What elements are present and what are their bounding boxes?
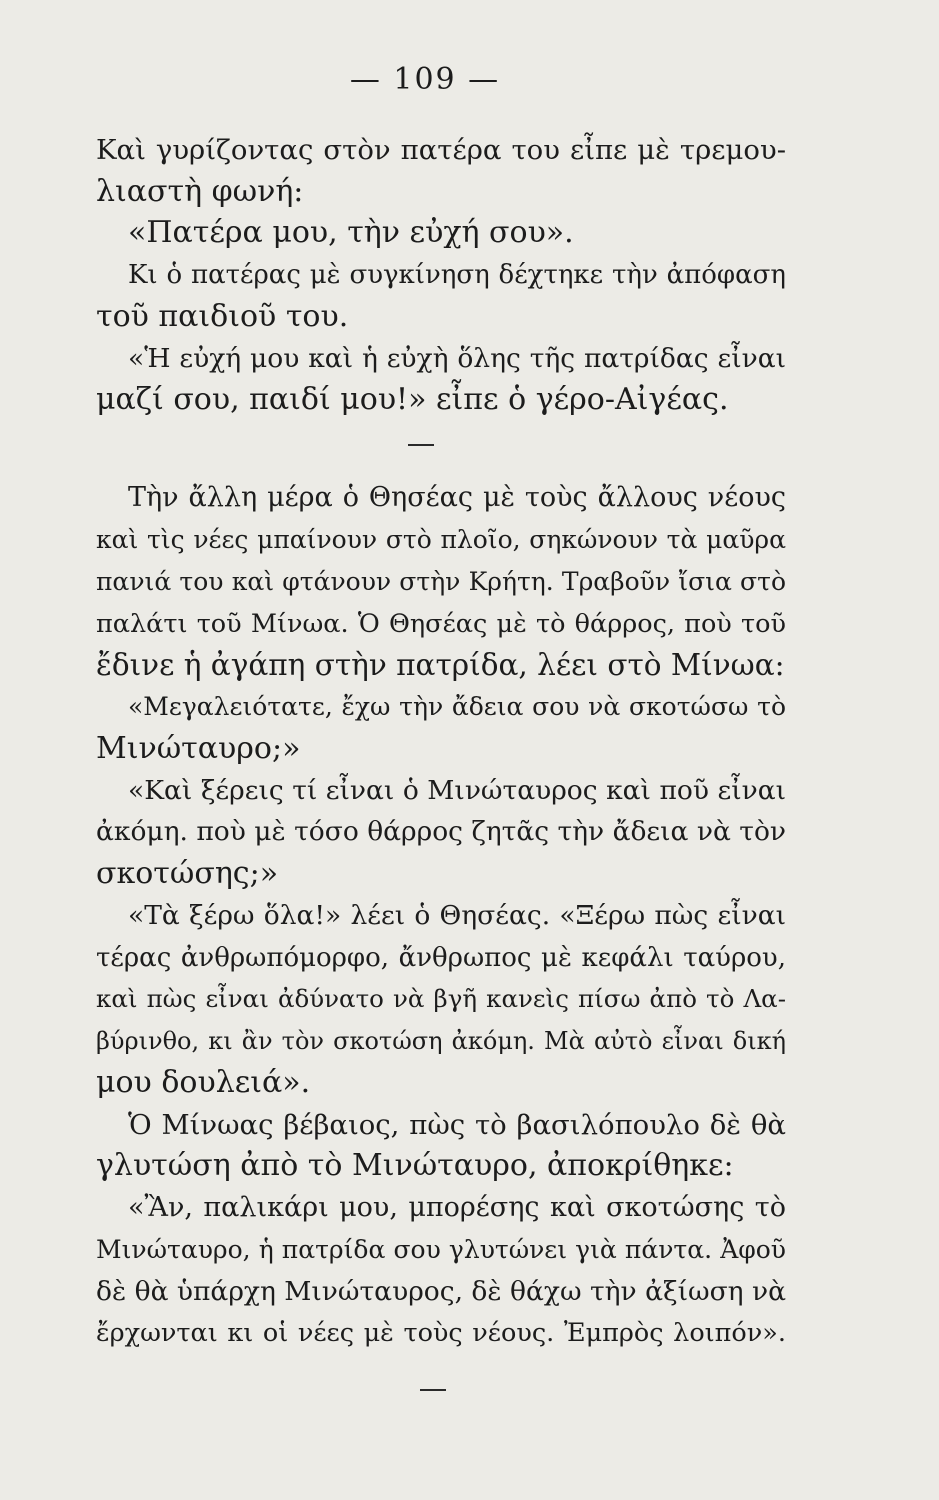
page-number: — 109 —	[349, 62, 501, 97]
text-line: «Πατέρα μου, τὴν εὐχή σου».	[128, 215, 574, 250]
text-line: τοῦ παιδιοῦ του.	[96, 299, 349, 334]
text-line: βύρινθο, κι ἂν τὸν σκοτώση ἀκόμη. Μὰ αὐτὸ εἶναι δική	[96, 1027, 786, 1055]
text-line: ἔρχωνται κι οἱ νέες μὲ τοὺς νέους. Ἐμπρὸς λοιπόν».	[96, 1318, 786, 1348]
text-line: Καὶ γυρίζοντας στὸν πατέρα του εἶπε μὲ τρεμου-	[96, 134, 786, 166]
text-line: «Ἡ εὐχή μου καὶ ἡ εὐχὴ ὅλης τῆς πατρίδας εἶναι	[128, 343, 786, 374]
text-line: Ὁ Μίνωας βέβαιος, πὼς τὸ βασιλόπουλο δὲ θὰ	[128, 1109, 786, 1141]
text-line: καὶ τὶς νέες μπαίνουν στὸ πλοῖο, σηκώνουν τὰ μαῦρα	[96, 525, 786, 554]
text-line: ἀκόμη. ποὺ μὲ τόσο θάρρος ζητᾶς τὴν ἄδεια νὰ τὸν	[96, 816, 787, 847]
text-line: μου δουλειά».	[96, 1065, 311, 1100]
text-line: Κι ὁ πατέρας μὲ συγκίνηση δέχτηκε τὴν ἀπόφαση	[128, 260, 786, 290]
text-line: μαζί σου, παιδί μου!» εἶπε ὁ γέρο-Αἰγέας.	[96, 382, 729, 417]
text-line: καὶ πὼς εἶναι ἀδύνατο νὰ βγῆ κανεὶς πίσω ἀπὸ τὸ Λα-	[96, 984, 786, 1013]
text-line: τέρας ἀνθρωπόμορφο, ἄνθρωπος μὲ κεφάλι ταύρου,	[96, 943, 786, 973]
text-line: παλάτι τοῦ Μίνωα. Ὁ Θησέας μὲ τὸ θάρρος, ποὺ τοῦ	[96, 609, 786, 639]
text-line: πανιά του καὶ φτάνουν στὴν Κρήτη. Τραβοῦν ἴσια στὸ	[96, 567, 786, 596]
text-line: γλυτώση ἀπὸ τὸ Μινώταυρο, ἀποκρίθηκε:	[96, 1148, 734, 1183]
section-separator	[408, 444, 434, 446]
text-line: «Καὶ ξέρεις τί εἶναι ὁ Μινώταυρος καὶ ποῦ εἶναι	[128, 775, 786, 806]
text-line: «Ἂν, παλικάρι μου, μπορέσης καὶ σκοτώσης τὸ	[128, 1192, 786, 1223]
text-line: «Μεγαλειότατε, ἔχω τὴν ἄδεια σου νὰ σκοτώσω τὸ	[128, 692, 786, 721]
text-line: Μινώταυρο;»	[96, 731, 301, 766]
text-line: σκοτώσης;»	[96, 856, 279, 891]
text-line: Τὴν ἄλλη μέρα ὁ Θησέας μὲ τοὺς ἄλλους νέους	[128, 482, 786, 513]
text-line: Μινώταυρο, ἡ πατρίδα σου γλυτώνει γιὰ πάντα. Ἀφοῦ	[96, 1235, 786, 1264]
section-separator	[420, 1389, 446, 1391]
text-line: λιαστὴ φωνή:	[96, 174, 304, 209]
text-line: ἔδινε ἡ ἀγάπη στὴν πατρίδα, λέει στὸ Μίνωα:	[96, 648, 785, 682]
text-line: «Τὰ ξέρω ὅλα!» λέει ὁ Θησέας. «Ξέρω πὼς εἶναι	[128, 900, 786, 931]
text-line: δὲ θὰ ὑπάρχη Μινώταυρος, δὲ θάχω τὴν ἀξίωση νὰ	[96, 1276, 786, 1307]
